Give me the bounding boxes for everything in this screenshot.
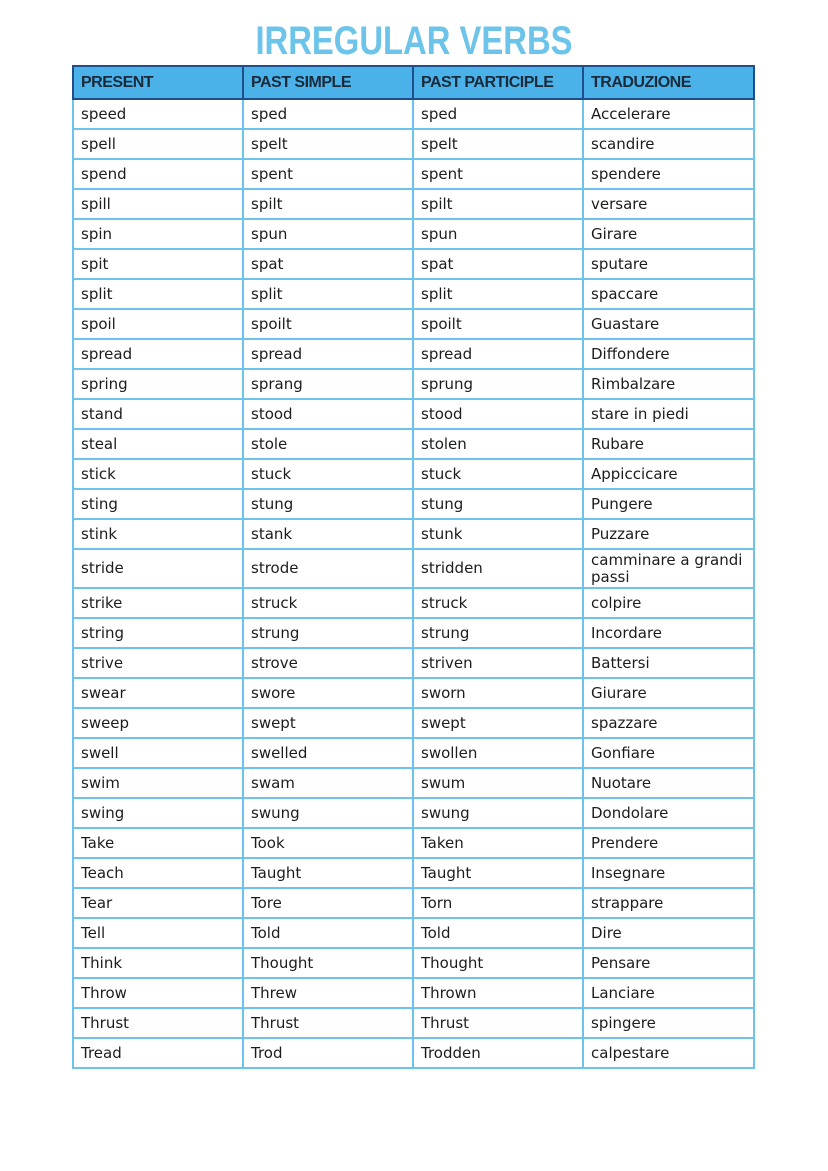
cell-present: Take bbox=[73, 828, 243, 858]
cell-traduzione: Rimbalzare bbox=[583, 369, 754, 399]
cell-past-simple: strung bbox=[243, 618, 413, 648]
cell-traduzione: Dire bbox=[583, 918, 754, 948]
table-row bbox=[73, 1038, 754, 1068]
cell-traduzione: Puzzare bbox=[583, 519, 754, 549]
cell-traduzione: Nuotare bbox=[583, 768, 754, 798]
cell-present: sweep bbox=[73, 708, 243, 738]
cell-present: split bbox=[73, 279, 243, 309]
cell-past-simple: spent bbox=[243, 159, 413, 189]
cell-past-participle: sprung bbox=[413, 369, 583, 399]
column-header-present: PRESENT bbox=[73, 66, 243, 99]
cell-traduzione: versare bbox=[583, 189, 754, 219]
cell-present: swim bbox=[73, 768, 243, 798]
cell-traduzione: Accelerare bbox=[583, 99, 754, 129]
cell-traduzione: colpire bbox=[583, 588, 754, 618]
cell-traduzione: scandire bbox=[583, 129, 754, 159]
cell-past-participle: swung bbox=[413, 798, 583, 828]
cell-past-simple: Tore bbox=[243, 888, 413, 918]
cell-past-simple: Took bbox=[243, 828, 413, 858]
cell-traduzione: Rubare bbox=[583, 429, 754, 459]
table-row bbox=[73, 459, 754, 489]
cell-present: strive bbox=[73, 648, 243, 678]
cell-past-participle: spelt bbox=[413, 129, 583, 159]
cell-present: spit bbox=[73, 249, 243, 279]
table-row bbox=[73, 918, 754, 948]
cell-past-participle: struck bbox=[413, 588, 583, 618]
cell-past-simple: swam bbox=[243, 768, 413, 798]
cell-past-participle: sped bbox=[413, 99, 583, 129]
cell-present: swing bbox=[73, 798, 243, 828]
cell-past-simple: stank bbox=[243, 519, 413, 549]
cell-past-participle: stolen bbox=[413, 429, 583, 459]
cell-past-participle: Trodden bbox=[413, 1038, 583, 1068]
table-row bbox=[73, 279, 754, 309]
table-row bbox=[73, 489, 754, 519]
cell-present: spread bbox=[73, 339, 243, 369]
cell-past-simple: Taught bbox=[243, 858, 413, 888]
cell-traduzione: Prendere bbox=[583, 828, 754, 858]
cell-traduzione: calpestare bbox=[583, 1038, 754, 1068]
table-row bbox=[73, 159, 754, 189]
table-row bbox=[73, 189, 754, 219]
cell-traduzione: Diffondere bbox=[583, 339, 754, 369]
cell-traduzione: Guastare bbox=[583, 309, 754, 339]
cell-past-participle: Taught bbox=[413, 858, 583, 888]
table-row bbox=[73, 948, 754, 978]
cell-past-simple: sprang bbox=[243, 369, 413, 399]
cell-present: Thrust bbox=[73, 1008, 243, 1038]
cell-past-participle: split bbox=[413, 279, 583, 309]
table-row bbox=[73, 1008, 754, 1038]
cell-traduzione: Appiccicare bbox=[583, 459, 754, 489]
table-row bbox=[73, 858, 754, 888]
cell-past-simple: spoilt bbox=[243, 309, 413, 339]
cell-past-simple: spilt bbox=[243, 189, 413, 219]
table-row bbox=[73, 219, 754, 249]
cell-traduzione: Lanciare bbox=[583, 978, 754, 1008]
cell-past-participle: swum bbox=[413, 768, 583, 798]
cell-present: stink bbox=[73, 519, 243, 549]
cell-past-participle: stuck bbox=[413, 459, 583, 489]
cell-present: Tread bbox=[73, 1038, 243, 1068]
table-row bbox=[73, 429, 754, 459]
table-row bbox=[73, 798, 754, 828]
cell-present: steal bbox=[73, 429, 243, 459]
cell-present: spell bbox=[73, 129, 243, 159]
cell-past-simple: Thought bbox=[243, 948, 413, 978]
cell-past-participle: spent bbox=[413, 159, 583, 189]
table-row bbox=[73, 888, 754, 918]
cell-traduzione: Giurare bbox=[583, 678, 754, 708]
cell-traduzione: Gonfiare bbox=[583, 738, 754, 768]
cell-past-simple: stuck bbox=[243, 459, 413, 489]
cell-present: Teach bbox=[73, 858, 243, 888]
cell-traduzione: spendere bbox=[583, 159, 754, 189]
column-header-past-simple: PAST SIMPLE bbox=[243, 66, 413, 99]
cell-present: spin bbox=[73, 219, 243, 249]
cell-past-simple: Trod bbox=[243, 1038, 413, 1068]
cell-present: swear bbox=[73, 678, 243, 708]
cell-present: Think bbox=[73, 948, 243, 978]
cell-past-simple: swept bbox=[243, 708, 413, 738]
irregular-verbs-table bbox=[72, 65, 755, 1069]
cell-past-simple: stood bbox=[243, 399, 413, 429]
cell-past-simple: spelt bbox=[243, 129, 413, 159]
cell-traduzione: spazzare bbox=[583, 708, 754, 738]
table-row bbox=[73, 678, 754, 708]
table-row bbox=[73, 588, 754, 618]
cell-past-participle: Thought bbox=[413, 948, 583, 978]
cell-present: spoil bbox=[73, 309, 243, 339]
cell-traduzione: stare in piedi bbox=[583, 399, 754, 429]
cell-past-participle: spoilt bbox=[413, 309, 583, 339]
cell-traduzione: Pensare bbox=[583, 948, 754, 978]
table-row bbox=[73, 399, 754, 429]
cell-present: Tell bbox=[73, 918, 243, 948]
table-row bbox=[73, 99, 754, 129]
cell-traduzione: strappare bbox=[583, 888, 754, 918]
table-row bbox=[73, 708, 754, 738]
cell-traduzione: camminare a grandi passi bbox=[583, 549, 754, 588]
cell-past-participle: swept bbox=[413, 708, 583, 738]
table-row bbox=[73, 249, 754, 279]
cell-past-simple: strove bbox=[243, 648, 413, 678]
cell-past-simple: spread bbox=[243, 339, 413, 369]
cell-present: spill bbox=[73, 189, 243, 219]
cell-past-simple: struck bbox=[243, 588, 413, 618]
cell-past-participle: stung bbox=[413, 489, 583, 519]
cell-traduzione: sputare bbox=[583, 249, 754, 279]
table-row bbox=[73, 828, 754, 858]
cell-present: Throw bbox=[73, 978, 243, 1008]
cell-past-participle: strung bbox=[413, 618, 583, 648]
cell-past-simple: strode bbox=[243, 549, 413, 588]
table-row bbox=[73, 768, 754, 798]
cell-past-simple: split bbox=[243, 279, 413, 309]
table-row bbox=[73, 369, 754, 399]
cell-traduzione: Battersi bbox=[583, 648, 754, 678]
table-row bbox=[73, 549, 754, 588]
cell-present: strike bbox=[73, 588, 243, 618]
cell-past-participle: sworn bbox=[413, 678, 583, 708]
cell-present: stick bbox=[73, 459, 243, 489]
table-body bbox=[73, 99, 754, 1068]
cell-traduzione: spaccare bbox=[583, 279, 754, 309]
cell-past-participle: Torn bbox=[413, 888, 583, 918]
cell-past-simple: swung bbox=[243, 798, 413, 828]
cell-present: speed bbox=[73, 99, 243, 129]
cell-traduzione: Dondolare bbox=[583, 798, 754, 828]
cell-past-simple: swelled bbox=[243, 738, 413, 768]
column-header-past-participle: PAST PARTICIPLE bbox=[413, 66, 583, 99]
cell-past-participle: stridden bbox=[413, 549, 583, 588]
cell-past-participle: swollen bbox=[413, 738, 583, 768]
cell-past-simple: Thrust bbox=[243, 1008, 413, 1038]
cell-past-participle: Taken bbox=[413, 828, 583, 858]
cell-past-simple: spun bbox=[243, 219, 413, 249]
cell-past-participle: spun bbox=[413, 219, 583, 249]
cell-present: stand bbox=[73, 399, 243, 429]
cell-traduzione: spingere bbox=[583, 1008, 754, 1038]
cell-past-participle: Thrust bbox=[413, 1008, 583, 1038]
cell-traduzione: Pungere bbox=[583, 489, 754, 519]
cell-past-simple: swore bbox=[243, 678, 413, 708]
cell-past-participle: Told bbox=[413, 918, 583, 948]
cell-present: sting bbox=[73, 489, 243, 519]
cell-past-simple: Threw bbox=[243, 978, 413, 1008]
cell-past-participle: spat bbox=[413, 249, 583, 279]
cell-past-simple: sped bbox=[243, 99, 413, 129]
table-header-row bbox=[73, 66, 754, 99]
cell-past-participle: stunk bbox=[413, 519, 583, 549]
table-row bbox=[73, 738, 754, 768]
table-row bbox=[73, 129, 754, 159]
table-row bbox=[73, 648, 754, 678]
cell-traduzione: Incordare bbox=[583, 618, 754, 648]
cell-present: spring bbox=[73, 369, 243, 399]
cell-present: stride bbox=[73, 549, 243, 588]
cell-past-participle: striven bbox=[413, 648, 583, 678]
cell-traduzione: Girare bbox=[583, 219, 754, 249]
cell-traduzione: Insegnare bbox=[583, 858, 754, 888]
column-header-traduzione: TRADUZIONE bbox=[583, 66, 754, 99]
cell-present: swell bbox=[73, 738, 243, 768]
cell-past-participle: stood bbox=[413, 399, 583, 429]
cell-present: spend bbox=[73, 159, 243, 189]
cell-present: string bbox=[73, 618, 243, 648]
cell-present: Tear bbox=[73, 888, 243, 918]
table-row bbox=[73, 339, 754, 369]
cell-past-simple: stole bbox=[243, 429, 413, 459]
table-row bbox=[73, 978, 754, 1008]
cell-past-participle: Thrown bbox=[413, 978, 583, 1008]
cell-past-participle: spread bbox=[413, 339, 583, 369]
table-row bbox=[73, 519, 754, 549]
cell-past-simple: Told bbox=[243, 918, 413, 948]
cell-past-participle: spilt bbox=[413, 189, 583, 219]
cell-past-simple: spat bbox=[243, 249, 413, 279]
table-row bbox=[73, 618, 754, 648]
table-row bbox=[73, 309, 754, 339]
page-title: IRREGULAR VERBS bbox=[255, 19, 573, 63]
cell-past-simple: stung bbox=[243, 489, 413, 519]
